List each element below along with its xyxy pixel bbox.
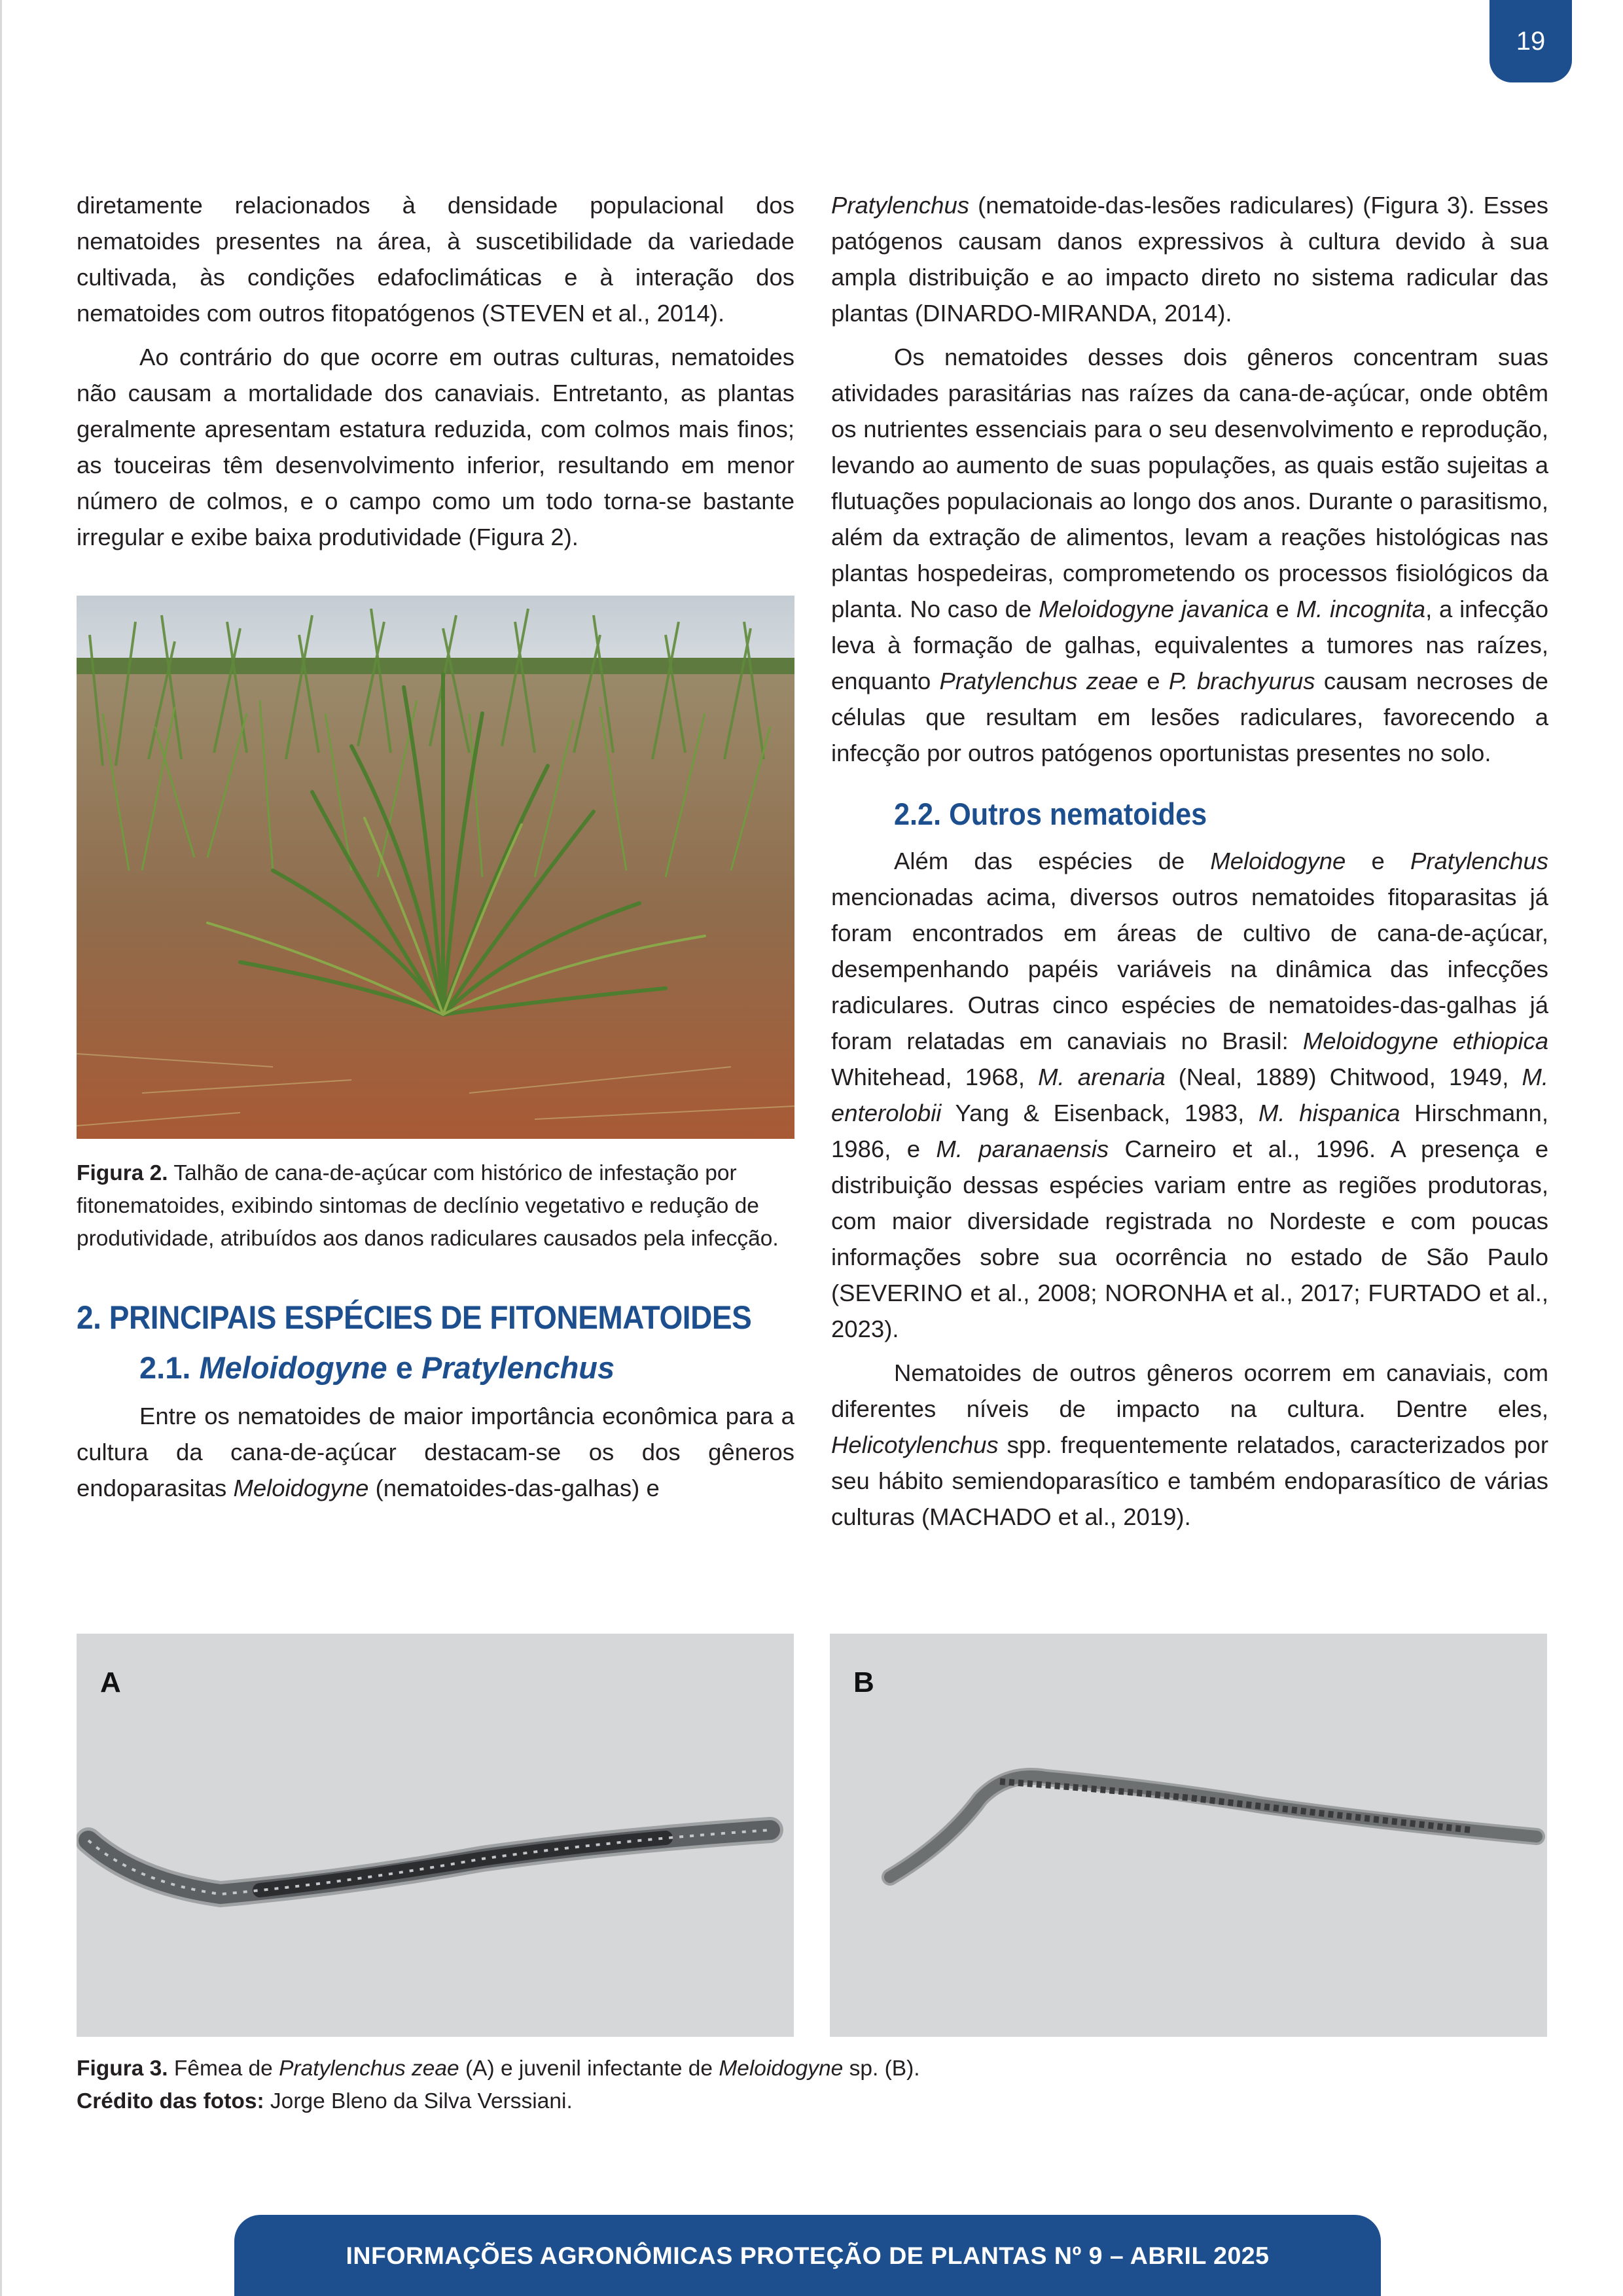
paragraph: [831, 339, 1548, 771]
text-run: P. brachyurus: [1168, 668, 1315, 694]
figure-3-caption-line: [77, 2053, 1549, 2085]
text-run: (nematoide-das-lesões radiculares) (Figura 3). Esses patógenos causam danos expressivos à cultura devido à sua ampla distribuição e ao impacto direto no sistema radicular das plantas (DINARDO-MIRANDA, 2014).: [831, 192, 1548, 327]
text-run: Pratylenchus: [831, 192, 969, 219]
subsection-heading: 2.2. Outros nematoides: [894, 797, 1207, 831]
nematode-micrograph: [77, 1634, 794, 2037]
nematode-micrograph: [830, 1634, 1547, 2037]
text-run: Nematoides de outros gêneros ocorrem em canaviais, com diferentes níveis de impacto na cultura. Dentre eles,: [831, 1359, 1548, 1422]
text-run: Yang & Eisenback, 1983,: [941, 1100, 1258, 1126]
text-run: Fêmea de: [168, 2056, 279, 2081]
paragraph: [831, 187, 1548, 331]
figure-2-caption: [77, 1157, 794, 1255]
paragraph: [831, 843, 1548, 1347]
text-run: Além das espécies de: [894, 848, 1211, 874]
micrograph-panel-b: [830, 1634, 1547, 2037]
sugarcane-field-photo: [77, 596, 794, 1139]
photo-credit-text: Jorge Bleno da Silva Verssiani.: [264, 2089, 573, 2113]
text-run: sp. (B).: [843, 2056, 920, 2081]
figure-3-caption: [77, 2053, 1549, 2118]
photo-credit: [77, 2085, 1549, 2118]
figure-3-label: Figura 3.: [77, 2056, 168, 2081]
section-heading: 2. PRINCIPAIS ESPÉCIES DE FITONEMATOIDES: [77, 1299, 752, 1336]
text-run: Meloidogyne: [1210, 848, 1346, 874]
text-run: e: [1268, 596, 1296, 622]
text-run: (A) e juvenil infectante de: [459, 2056, 719, 2081]
text-run: Entre os nematoides de maior importância econômica para a cultura da cana-de-açúcar destacam-se os dos gêneros endoparasitas: [77, 1403, 794, 1501]
text-run: Meloidogyne javanica: [1039, 596, 1269, 622]
subsection-number: 2.1.: [139, 1350, 191, 1385]
text-run: Pratylenchus zeae: [939, 668, 1138, 694]
paragraph: Ao contrário do que ocorre em outras culturas, nematoides não causam a mortalidade dos canaviais. Entretanto, as plantas geralmente apresentam estatura reduzida, com colmos mais finos; as touceiras têm desenvolvimento inferior, resultando em menor número de colmos, e o campo como um todo torna-se bastante irregular e exibe baixa produtividade (Figura 2).: [77, 344, 794, 550]
photo-credit-label: Crédito das fotos:: [77, 2089, 264, 2113]
text-run: M. enterolobii: [831, 1064, 1548, 1126]
text-run: (Neal, 1889) Chitwood, 1949,: [1165, 1064, 1522, 1090]
text-run: M. paranaensis: [936, 1136, 1109, 1162]
page-edge-rule: [0, 0, 2, 2296]
right-column: [831, 187, 1548, 1535]
page-number: 19: [1489, 0, 1572, 82]
text-run: (nematoides-das-galhas) e: [368, 1475, 660, 1501]
text-run: Meloidogyne ethiopica: [1302, 1028, 1548, 1054]
figure-2-caption-text: Talhão de cana-de-açúcar com histórico de infestação por fitonematoides, exibindo sintomas de declínio vegetativo e redução de produtividade, atribuídos aos danos radiculares causados pela infecção.: [77, 1161, 779, 1251]
text-run: Whitehead, 1968,: [831, 1064, 1039, 1090]
text-run: M. arenaria: [1038, 1064, 1166, 1090]
paragraph: diretamente relacionados à densidade populacional dos nematoides presentes na área, à suscetibilidade da variedade cultivada, às condições edafoclimáticas e à interação dos nematoides com outros fitopatógenos (STEVEN et al., 2014).: [77, 192, 794, 327]
text-run: Carneiro et al., 1996. A presença e distribuição dessas espécies variam entre as regiões produtoras, com maior diversidade registrada no Nordeste e com poucas informações sobre sua ocorrência no estado de São Paulo (SEVERINO et al., 2008; NORONHA et al., 2017; FURTADO et al., 2023).: [831, 1136, 1548, 1342]
subsection-genus: Meloidogyne: [199, 1350, 387, 1385]
figure-2-label: Figura 2.: [77, 1161, 168, 1185]
text-run: Meloidogyne: [233, 1475, 369, 1501]
footer-banner: INFORMAÇÕES AGRONÔMICAS PROTEÇÃO DE PLANTAS Nº 9 – ABRIL 2025: [234, 2215, 1381, 2296]
text-run: spp. frequentemente relatados, caracterizados por seu hábito semiendoparasítico e também endoparasítico de várias culturas (MACHADO et al., 2019).: [831, 1431, 1548, 1530]
paragraph: [77, 1398, 794, 1506]
subsection-genus: Pratylenchus: [421, 1350, 615, 1385]
micrograph-panel-a: [77, 1634, 794, 2037]
subsection-and: e: [395, 1350, 413, 1385]
text-run: causam necroses de células que resultam em lesões radiculares, favorecendo a infecção por outros patógenos oportunistas presentes no solo.: [831, 668, 1548, 766]
paragraph: [831, 1355, 1548, 1535]
text-run: Meloidogyne: [719, 2056, 844, 2081]
text-run: e: [1138, 668, 1169, 694]
text-run: mencionadas acima, diversos outros nematoides fitoparasitas já foram encontrados em áreas de cultivo de cana-de-açúcar, desempenhando papéis variáveis na dinâmica das infecções radiculares. Outras cinco espécies de nematoides-das-galhas já foram relatadas em canaviais no Brasil:: [831, 884, 1548, 1054]
text-run: Pratylenchus: [1410, 848, 1548, 874]
text-run: M. incognita: [1296, 596, 1426, 622]
subsection-heading: [139, 1347, 794, 1389]
text-run: e: [1346, 848, 1410, 874]
left-column: [77, 187, 794, 1506]
text-run: Pratylenchus zeae: [279, 2056, 459, 2081]
text-run: Os nematoides desses dois gêneros concentram suas atividades parasitárias nas raízes da cana-de-açúcar, onde obtêm os nutrientes essenciais para o seu desenvolvimento e reprodução, levando ao aumento de suas populações, as quais estão sujeitas a flutuações populacionais ao longo dos anos. Durante o parasitismo, além da extração de alimentos, levam a reações histológicas nas plantas hospedeiras, comprometendo os processos fisiológicos da planta. No caso de: [831, 344, 1548, 622]
text-run: Hirschmann, 1986, e: [831, 1100, 1548, 1162]
panel-label: B: [853, 1666, 874, 1698]
panel-label: A: [100, 1666, 121, 1698]
text-run: Helicotylenchus: [831, 1431, 999, 1458]
text-run: M. hispanica: [1258, 1100, 1400, 1126]
text-run: , a infecção leva à formação de galhas, equivalentes a tumores nas raízes, enquanto: [831, 596, 1549, 694]
